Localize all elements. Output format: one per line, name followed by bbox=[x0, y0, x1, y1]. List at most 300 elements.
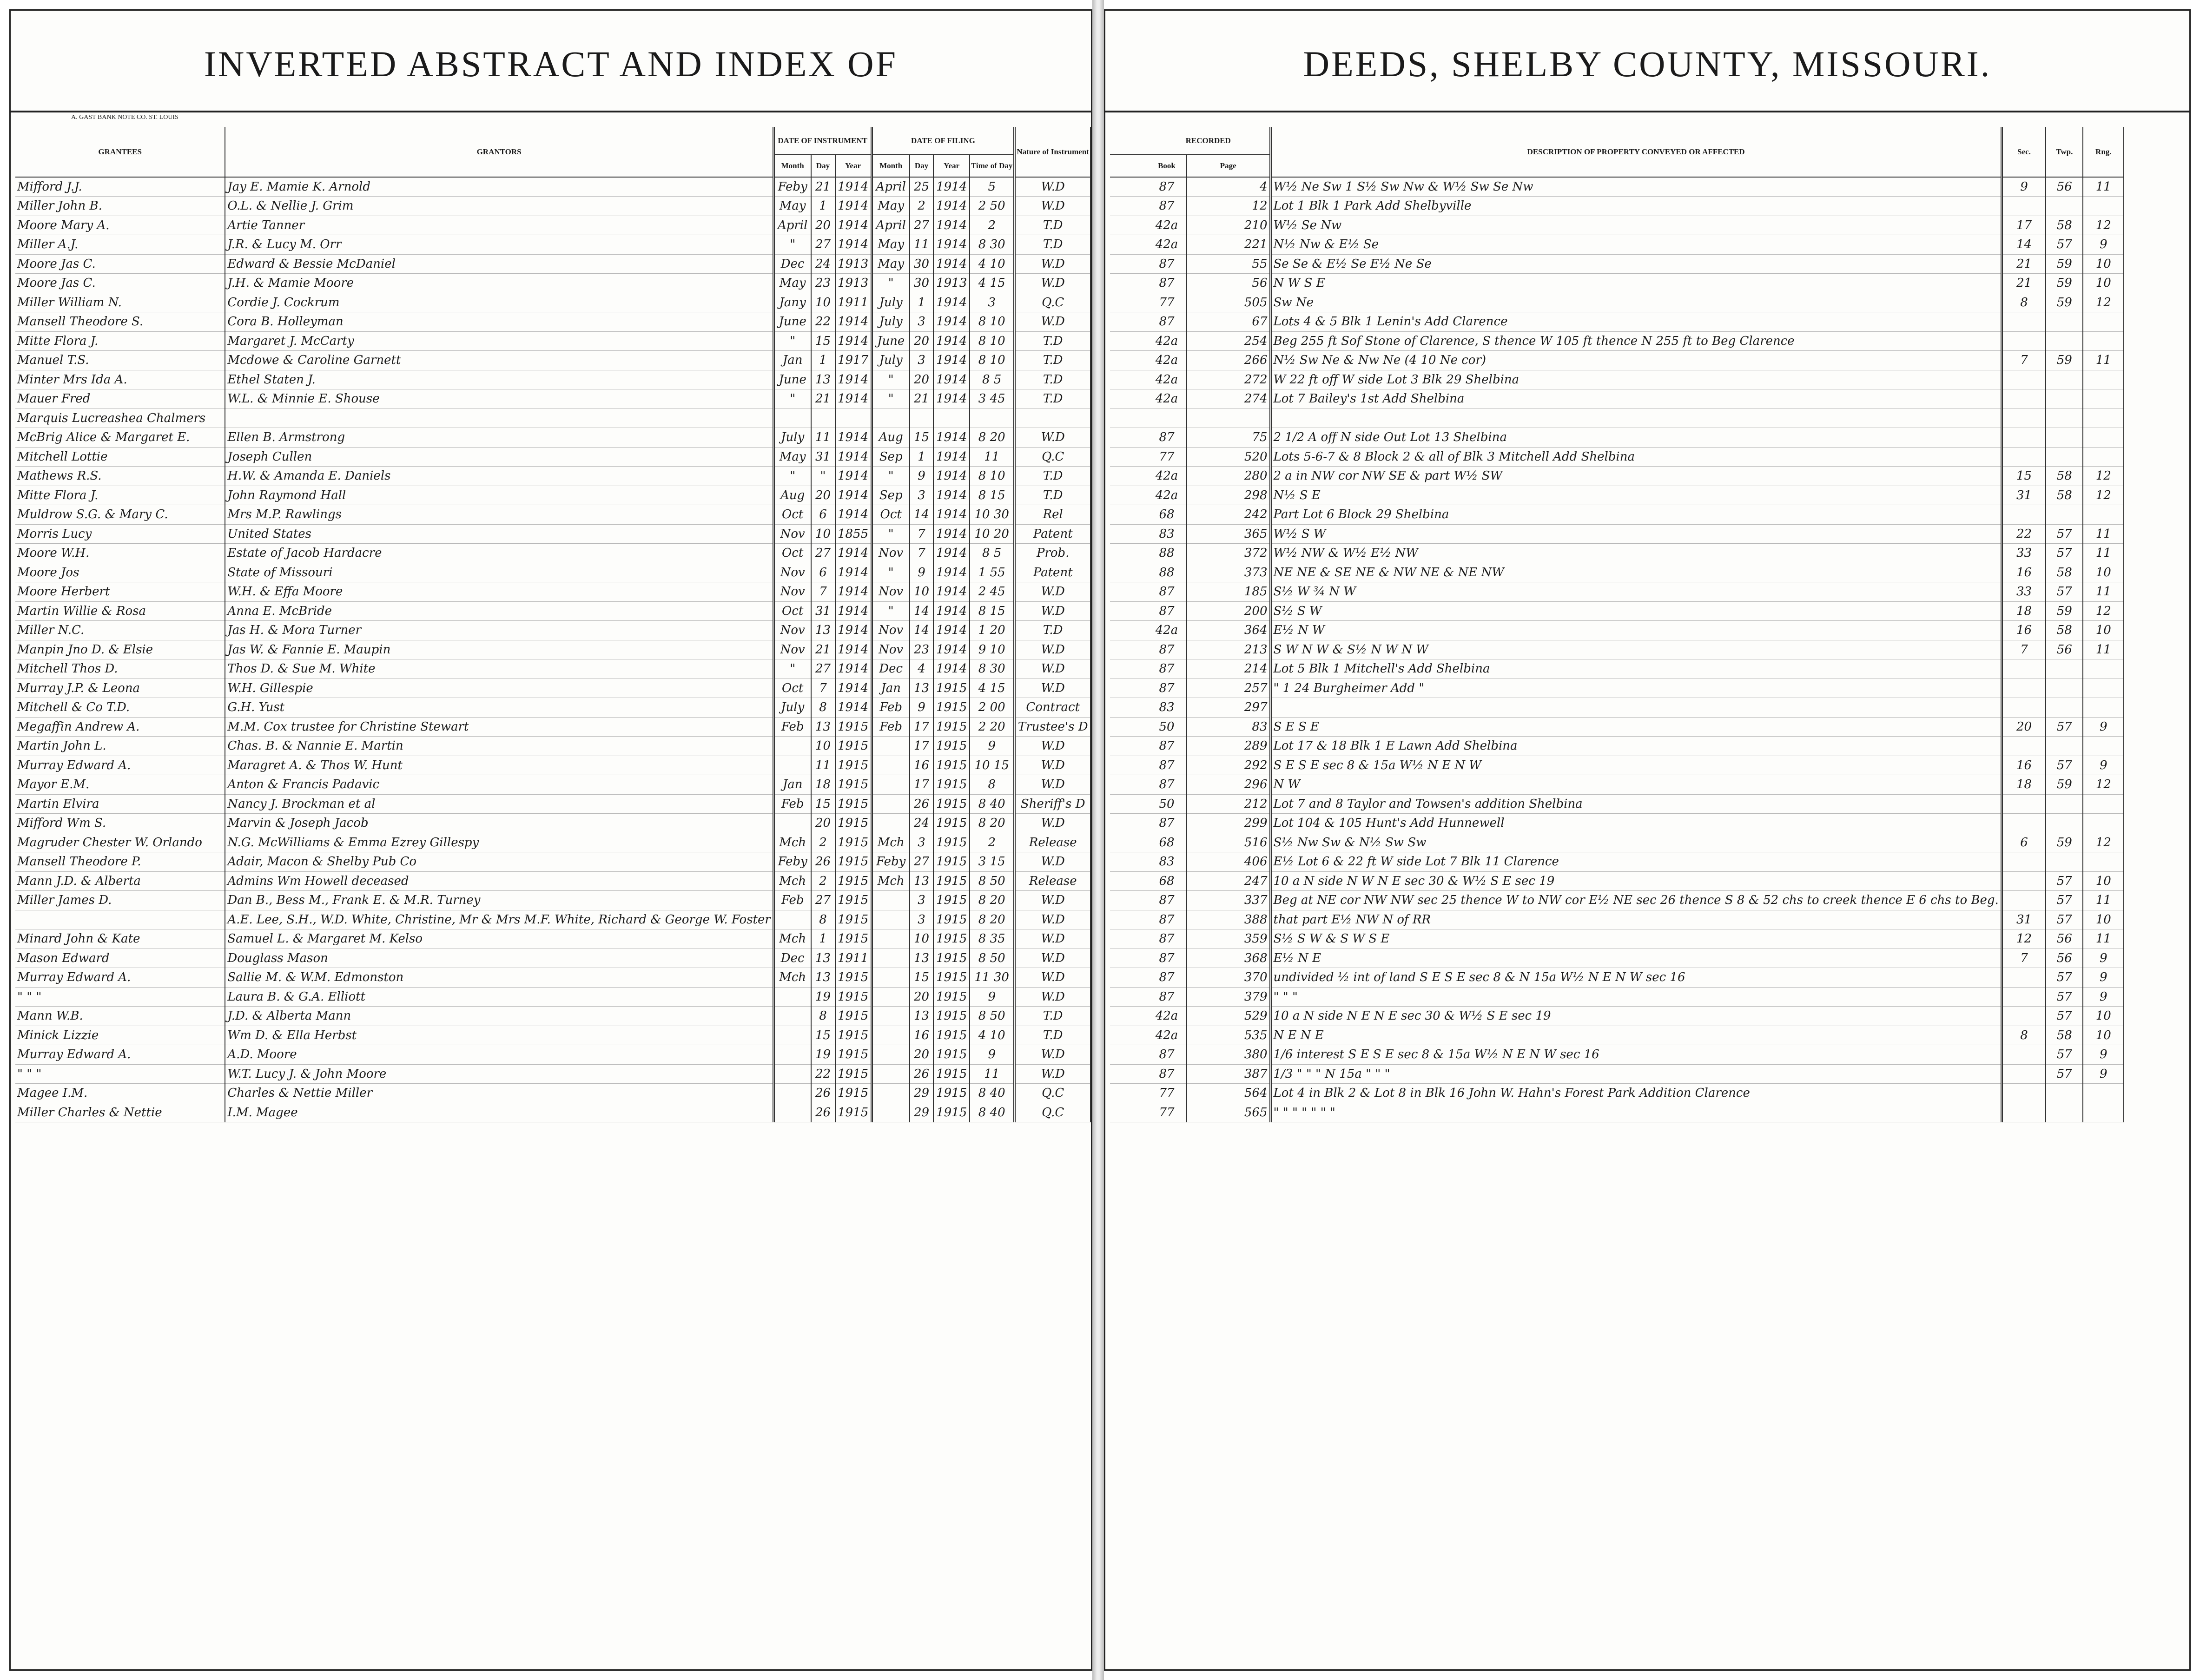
filing-month-cell bbox=[872, 929, 910, 949]
instrument-year-cell: 1914 bbox=[835, 177, 872, 197]
twp-cell bbox=[2046, 389, 2083, 409]
spacer-cell bbox=[1110, 331, 1147, 351]
filing-year-cell: 1914 bbox=[933, 293, 970, 312]
instrument-day-cell: 22 bbox=[811, 1064, 835, 1084]
instrument-month-cell: Mch bbox=[773, 871, 811, 891]
instrument-year-cell: 1914 bbox=[835, 389, 872, 409]
filing-year-cell: 1915 bbox=[933, 698, 970, 718]
spacer-cell bbox=[1110, 968, 1147, 988]
ledger-row bbox=[1110, 852, 2124, 872]
ledger-row bbox=[15, 621, 1090, 640]
nature-cell: Release bbox=[1015, 833, 1090, 852]
nature-cell: W.D bbox=[1015, 601, 1090, 621]
instrument-month-cell: Feby bbox=[773, 852, 811, 872]
spacer-cell bbox=[1110, 775, 1147, 795]
description-cell: NE NE & SE NE & NW NE & NE NW bbox=[1270, 563, 2002, 582]
spacer-cell bbox=[1110, 293, 1147, 312]
filing-year-cell: 1914 bbox=[933, 524, 970, 544]
filing-time-cell: 8 35 bbox=[970, 929, 1015, 949]
ledger-row bbox=[1110, 794, 2124, 814]
header-sec: Sec. bbox=[2002, 127, 2046, 177]
instrument-day-cell: 11 bbox=[811, 428, 835, 448]
instrument-month-cell: May bbox=[773, 197, 811, 216]
spacer-cell bbox=[1110, 737, 1147, 756]
twp-cell: 59 bbox=[2046, 351, 2083, 370]
ledger-row bbox=[1110, 197, 2124, 216]
grantor-cell: Artie Tanner bbox=[225, 216, 773, 235]
grantee-cell: Martin Elvira bbox=[15, 794, 225, 814]
twp-cell: 58 bbox=[2046, 1026, 2083, 1045]
instrument-day-cell: 15 bbox=[811, 1026, 835, 1045]
book-cell: 50 bbox=[1147, 794, 1187, 814]
filing-month-cell bbox=[872, 1026, 910, 1045]
sec-cell: 17 bbox=[2002, 216, 2046, 235]
rng-cell: 11 bbox=[2083, 582, 2124, 602]
twp-cell: 57 bbox=[2046, 1007, 2083, 1026]
ledger-row bbox=[1110, 891, 2124, 910]
description-cell: Sw Ne bbox=[1270, 293, 2002, 312]
sec-cell bbox=[2002, 312, 2046, 332]
description-cell: N W S E bbox=[1270, 274, 2002, 293]
ledger-row bbox=[15, 1064, 1090, 1084]
filing-day-cell: 11 bbox=[910, 235, 934, 255]
grantor-cell: O.L. & Nellie J. Grim bbox=[225, 197, 773, 216]
grantor-cell: A.E. Lee, S.H., W.D. White, Christine, Mr & Mrs M.F. White, Richard & George W. Foster bbox=[225, 910, 773, 929]
book-cell: 87 bbox=[1147, 775, 1187, 795]
grantor-cell: W.T. Lucy J. & John Moore bbox=[225, 1064, 773, 1084]
book-cell: 87 bbox=[1147, 910, 1187, 929]
twp-cell: 56 bbox=[2046, 177, 2083, 197]
ledger-row bbox=[1110, 910, 2124, 929]
grantor-cell: Jas H. & Mora Turner bbox=[225, 621, 773, 640]
filing-day-cell: 15 bbox=[910, 968, 934, 988]
filing-time-cell bbox=[970, 408, 1015, 428]
instrument-year-cell: 1915 bbox=[835, 1007, 872, 1026]
sec-cell bbox=[2002, 1064, 2046, 1084]
filing-day-cell: 16 bbox=[910, 756, 934, 775]
page-cell: 406 bbox=[1187, 852, 1270, 872]
rng-cell: 11 bbox=[2083, 524, 2124, 544]
description-cell: E½ Lot 6 & 22 ft W side Lot 7 Blk 11 Clarence bbox=[1270, 852, 2002, 872]
filing-year-cell: 1915 bbox=[933, 814, 970, 833]
rng-cell: 10 bbox=[2083, 621, 2124, 640]
filing-time-cell: 3 45 bbox=[970, 389, 1015, 409]
filing-month-cell: " bbox=[872, 370, 910, 389]
instrument-month-cell: May bbox=[773, 447, 811, 467]
twp-cell: 57 bbox=[2046, 1064, 2083, 1084]
ledger-row bbox=[15, 871, 1090, 891]
description-cell: W½ Ne Sw 1 S½ Sw Nw & W½ Sw Se Nw bbox=[1270, 177, 2002, 197]
ledger-row bbox=[15, 582, 1090, 602]
grantor-cell: Mrs M.P. Rawlings bbox=[225, 505, 773, 525]
rng-cell: 10 bbox=[2083, 274, 2124, 293]
rng-cell bbox=[2083, 389, 2124, 409]
instrument-month-cell bbox=[773, 408, 811, 428]
filing-time-cell: 8 15 bbox=[970, 486, 1015, 505]
description-cell: Se Se & E½ Se E½ Ne Se bbox=[1270, 254, 2002, 274]
book-cell: 87 bbox=[1147, 312, 1187, 332]
filing-day-cell: 7 bbox=[910, 524, 934, 544]
grantee-cell: Mifford J.J. bbox=[15, 177, 225, 197]
nature-cell: W.D bbox=[1015, 254, 1090, 274]
nature-cell: Patent bbox=[1015, 524, 1090, 544]
grantee-cell: Megaffin Andrew A. bbox=[15, 717, 225, 737]
grantee-cell: Manpin Jno D. & Elsie bbox=[15, 640, 225, 659]
instrument-month-cell: Mch bbox=[773, 968, 811, 988]
ledger-row bbox=[1110, 351, 2124, 370]
filing-year-cell: 1915 bbox=[933, 756, 970, 775]
filing-time-cell: 4 10 bbox=[970, 1026, 1015, 1045]
nature-cell: T.D bbox=[1015, 486, 1090, 505]
filing-month-cell bbox=[872, 910, 910, 929]
rng-cell: 9 bbox=[2083, 968, 2124, 988]
description-cell: N½ Nw & E½ Se bbox=[1270, 235, 2002, 255]
ledger-row bbox=[1110, 486, 2124, 505]
grantee-cell: Moore Mary A. bbox=[15, 216, 225, 235]
instrument-year-cell: 1914 bbox=[835, 370, 872, 389]
sec-cell bbox=[2002, 852, 2046, 872]
grantor-cell: Jay E. Mamie K. Arnold bbox=[225, 177, 773, 197]
nature-cell: W.D bbox=[1015, 756, 1090, 775]
spacer-cell bbox=[1110, 794, 1147, 814]
grantee-cell: Minter Mrs Ida A. bbox=[15, 370, 225, 389]
book-cell: 87 bbox=[1147, 582, 1187, 602]
spacer-cell bbox=[1110, 698, 1147, 718]
rng-cell bbox=[2083, 428, 2124, 448]
twp-cell: 59 bbox=[2046, 274, 2083, 293]
page-cell: 373 bbox=[1187, 563, 1270, 582]
filing-month-cell: June bbox=[872, 331, 910, 351]
grantee-cell: Moore Jas C. bbox=[15, 274, 225, 293]
grantor-cell: Ellen B. Armstrong bbox=[225, 428, 773, 448]
grantor-cell: John Raymond Hall bbox=[225, 486, 773, 505]
description-cell: 1/6 interest S E S E sec 8 & 15a W½ N E N W sec 16 bbox=[1270, 1045, 2002, 1065]
ledger-row bbox=[1110, 929, 2124, 949]
header-book: Book bbox=[1147, 155, 1187, 177]
instrument-year-cell: 1914 bbox=[835, 621, 872, 640]
twp-cell: 57 bbox=[2046, 968, 2083, 988]
filing-time-cell: 2 20 bbox=[970, 717, 1015, 737]
right-spacer-2 bbox=[1110, 155, 1147, 177]
instrument-month-cell bbox=[773, 1084, 811, 1103]
filing-day-cell: 13 bbox=[910, 949, 934, 968]
filing-day-cell: 27 bbox=[910, 852, 934, 872]
ledger-row bbox=[15, 177, 1090, 197]
description-cell: Lots 4 & 5 Blk 1 Lenin's Add Clarence bbox=[1270, 312, 2002, 332]
ledger-row bbox=[15, 216, 1090, 235]
filing-month-cell: Feb bbox=[872, 717, 910, 737]
filing-time-cell: 8 40 bbox=[970, 1103, 1015, 1122]
spacer-cell bbox=[1110, 987, 1147, 1007]
filing-month-cell bbox=[872, 891, 910, 910]
grantee-cell: Mayor E.M. bbox=[15, 775, 225, 795]
instrument-year-cell: 1914 bbox=[835, 486, 872, 505]
instrument-month-cell bbox=[773, 1064, 811, 1084]
nature-cell: W.D bbox=[1015, 312, 1090, 332]
nature-cell: W.D bbox=[1015, 814, 1090, 833]
instrument-day-cell: 10 bbox=[811, 293, 835, 312]
header-rng: Rng. bbox=[2083, 127, 2124, 177]
description-cell: S½ W ¾ N W bbox=[1270, 582, 2002, 602]
filing-time-cell: 1 55 bbox=[970, 563, 1015, 582]
instrument-year-cell: 1915 bbox=[835, 852, 872, 872]
header-grantees: GRANTEES bbox=[15, 127, 225, 177]
page-cell: 380 bbox=[1187, 1045, 1270, 1065]
grantor-cell: A.D. Moore bbox=[225, 1045, 773, 1065]
filing-month-cell bbox=[872, 794, 910, 814]
filing-time-cell: 8 20 bbox=[970, 428, 1015, 448]
book-cell: 42a bbox=[1147, 389, 1187, 409]
filing-year-cell: 1914 bbox=[933, 428, 970, 448]
filing-month-cell: Nov bbox=[872, 640, 910, 659]
page-cell: 388 bbox=[1187, 910, 1270, 929]
grantor-cell: N.G. McWilliams & Emma Ezrey Gillespy bbox=[225, 833, 773, 852]
filing-month-cell bbox=[872, 1084, 910, 1103]
header-description: DESCRIPTION OF PROPERTY CONVEYED OR AFFECTED bbox=[1270, 127, 2002, 177]
page-cell: 4 bbox=[1187, 177, 1270, 197]
filing-year-cell: 1915 bbox=[933, 679, 970, 698]
filing-time-cell: 8 bbox=[970, 775, 1015, 795]
spacer-cell bbox=[1110, 621, 1147, 640]
filing-year-cell: 1914 bbox=[933, 312, 970, 332]
filing-day-cell: 26 bbox=[910, 794, 934, 814]
rng-cell: 10 bbox=[2083, 1007, 2124, 1026]
instrument-day-cell: 24 bbox=[811, 254, 835, 274]
twp-cell bbox=[2046, 659, 2083, 679]
filing-time-cell: 10 20 bbox=[970, 524, 1015, 544]
description-cell: S E S E sec 8 & 15a W½ N E N W bbox=[1270, 756, 2002, 775]
grantee-cell: Mason Edward bbox=[15, 949, 225, 968]
filing-year-cell: 1915 bbox=[933, 833, 970, 852]
description-cell: Lots 5-6-7 & 8 Block 2 & all of Blk 3 Mitchell Add Shelbina bbox=[1270, 447, 2002, 467]
description-cell: E½ N E bbox=[1270, 949, 2002, 968]
spacer-cell bbox=[1110, 640, 1147, 659]
instrument-day-cell: 19 bbox=[811, 1045, 835, 1065]
instrument-day-cell: 21 bbox=[811, 389, 835, 409]
instrument-year-cell: 1914 bbox=[835, 235, 872, 255]
instrument-month-cell: " bbox=[773, 467, 811, 486]
filing-day-cell: 21 bbox=[910, 389, 934, 409]
ledger-row bbox=[1110, 987, 2124, 1007]
description-cell: Lot 104 & 105 Hunt's Add Hunnewell bbox=[1270, 814, 2002, 833]
sec-cell bbox=[2002, 1007, 2046, 1026]
description-cell bbox=[1270, 698, 2002, 718]
book-cell: 87 bbox=[1147, 428, 1187, 448]
instrument-day-cell: 20 bbox=[811, 216, 835, 235]
filing-day-cell: 25 bbox=[910, 177, 934, 197]
book-cell: 87 bbox=[1147, 254, 1187, 274]
spacer-cell bbox=[1110, 216, 1147, 235]
description-cell: " " " bbox=[1270, 987, 2002, 1007]
filing-year-cell: 1914 bbox=[933, 544, 970, 563]
grantee-cell: McBrig Alice & Margaret E. bbox=[15, 428, 225, 448]
filing-time-cell: 8 40 bbox=[970, 1084, 1015, 1103]
grantor-cell: State of Missouri bbox=[225, 563, 773, 582]
sec-cell: 18 bbox=[2002, 601, 2046, 621]
instrument-day-cell: 27 bbox=[811, 891, 835, 910]
filing-month-cell bbox=[872, 408, 910, 428]
grantor-cell: M.M. Cox trustee for Christine Stewart bbox=[225, 717, 773, 737]
filing-day-cell: 10 bbox=[910, 582, 934, 602]
instrument-day-cell: 13 bbox=[811, 370, 835, 389]
grantee-cell: Mitte Flora J. bbox=[15, 331, 225, 351]
filing-month-cell: " bbox=[872, 274, 910, 293]
rng-cell: 11 bbox=[2083, 351, 2124, 370]
filing-day-cell: 23 bbox=[910, 640, 934, 659]
ledger-row bbox=[15, 949, 1090, 968]
rng-cell bbox=[2083, 679, 2124, 698]
ledger-row bbox=[15, 891, 1090, 910]
filing-day-cell: 20 bbox=[910, 370, 934, 389]
page-cell: 254 bbox=[1187, 331, 1270, 351]
ledger-row bbox=[15, 370, 1090, 389]
description-cell: N½ S E bbox=[1270, 486, 2002, 505]
rng-cell bbox=[2083, 197, 2124, 216]
twp-cell bbox=[2046, 428, 2083, 448]
filing-time-cell: 1 20 bbox=[970, 621, 1015, 640]
instrument-day-cell: 7 bbox=[811, 679, 835, 698]
instrument-day-cell: 8 bbox=[811, 910, 835, 929]
spacer-cell bbox=[1110, 544, 1147, 563]
grantor-cell: Charles & Nettie Miller bbox=[225, 1084, 773, 1103]
filing-day-cell: 3 bbox=[910, 312, 934, 332]
page-cell: 564 bbox=[1187, 1084, 1270, 1103]
grantor-cell: Cora B. Holleyman bbox=[225, 312, 773, 332]
instrument-month-cell: July bbox=[773, 698, 811, 718]
nature-cell: W.D bbox=[1015, 274, 1090, 293]
filing-year-cell: 1914 bbox=[933, 563, 970, 582]
sec-cell bbox=[2002, 659, 2046, 679]
filing-year-cell: 1914 bbox=[933, 621, 970, 640]
book-cell: 87 bbox=[1147, 659, 1187, 679]
filing-month-cell: Feb bbox=[872, 698, 910, 718]
description-cell: 10 a N side N E N E sec 30 & W½ S E sec 19 bbox=[1270, 1007, 2002, 1026]
book-cell: 42a bbox=[1147, 351, 1187, 370]
page-cell: 359 bbox=[1187, 929, 1270, 949]
instrument-year-cell: 1915 bbox=[835, 871, 872, 891]
instrument-month-cell: June bbox=[773, 370, 811, 389]
instrument-day-cell: 2 bbox=[811, 871, 835, 891]
description-cell: Part Lot 6 Block 29 Shelbina bbox=[1270, 505, 2002, 525]
sec-cell bbox=[2002, 871, 2046, 891]
header-filing-month: Month bbox=[872, 155, 910, 177]
filing-year-cell: 1914 bbox=[933, 467, 970, 486]
ledger-row bbox=[1110, 235, 2124, 255]
sec-cell: 7 bbox=[2002, 949, 2046, 968]
nature-cell: Contract bbox=[1015, 698, 1090, 718]
ledger-row bbox=[1110, 775, 2124, 795]
instrument-month-cell: Nov bbox=[773, 563, 811, 582]
rng-cell: 10 bbox=[2083, 1026, 2124, 1045]
filing-day-cell: 20 bbox=[910, 331, 934, 351]
rng-cell bbox=[2083, 814, 2124, 833]
page-cell: 365 bbox=[1187, 524, 1270, 544]
nature-cell: Prob. bbox=[1015, 544, 1090, 563]
instrument-day-cell: 10 bbox=[811, 737, 835, 756]
filing-year-cell: 1915 bbox=[933, 987, 970, 1007]
filing-day-cell: 13 bbox=[910, 1007, 934, 1026]
book-cell: 87 bbox=[1147, 949, 1187, 968]
description-cell: 2 a in NW cor NW SE & part W½ SW bbox=[1270, 467, 2002, 486]
grantee-cell: Marquis Lucreashea Chalmers bbox=[15, 408, 225, 428]
filing-year-cell: 1913 bbox=[933, 274, 970, 293]
left-page-title: INVERTED ABSTRACT AND INDEX OF bbox=[204, 44, 898, 84]
filing-month-cell: Nov bbox=[872, 621, 910, 640]
sec-cell: 21 bbox=[2002, 254, 2046, 274]
page-cell: 212 bbox=[1187, 794, 1270, 814]
header-nature: Nature of Instrument bbox=[1015, 127, 1090, 177]
book-cell: 42a bbox=[1147, 331, 1187, 351]
instrument-month-cell bbox=[773, 1103, 811, 1122]
instrument-day-cell: 1 bbox=[811, 929, 835, 949]
page-cell: 210 bbox=[1187, 216, 1270, 235]
book-cell: 42a bbox=[1147, 621, 1187, 640]
filing-day-cell: 24 bbox=[910, 814, 934, 833]
filing-year-cell: 1915 bbox=[933, 717, 970, 737]
ledger-row bbox=[15, 389, 1090, 409]
grantor-cell: Cordie J. Cockrum bbox=[225, 293, 773, 312]
grantor-cell: Adair, Macon & Shelby Pub Co bbox=[225, 852, 773, 872]
twp-cell bbox=[2046, 447, 2083, 467]
ledger-row bbox=[1110, 312, 2124, 332]
ledger-row bbox=[1110, 524, 2124, 544]
sec-cell bbox=[2002, 679, 2046, 698]
instrument-day-cell: 10 bbox=[811, 524, 835, 544]
rng-cell bbox=[2083, 505, 2124, 525]
book-cell: 77 bbox=[1147, 1103, 1187, 1122]
instrument-year-cell: 1914 bbox=[835, 659, 872, 679]
nature-cell: Rel bbox=[1015, 505, 1090, 525]
instrument-month-cell: Feb bbox=[773, 794, 811, 814]
description-cell: N W bbox=[1270, 775, 2002, 795]
sec-cell bbox=[2002, 389, 2046, 409]
filing-month-cell bbox=[872, 1064, 910, 1084]
filing-month-cell: May bbox=[872, 254, 910, 274]
filing-day-cell: 9 bbox=[910, 563, 934, 582]
instrument-day-cell: 27 bbox=[811, 544, 835, 563]
twp-cell: 57 bbox=[2046, 235, 2083, 255]
instrument-year-cell bbox=[835, 408, 872, 428]
ledger-row bbox=[1110, 293, 2124, 312]
instrument-year-cell: 1914 bbox=[835, 312, 872, 332]
book-cell: 50 bbox=[1147, 717, 1187, 737]
sec-cell bbox=[2002, 891, 2046, 910]
ledger-row bbox=[15, 698, 1090, 718]
instrument-day-cell: 21 bbox=[811, 640, 835, 659]
instrument-month-cell bbox=[773, 987, 811, 1007]
right-ledger-page bbox=[1104, 9, 2191, 1671]
nature-cell: T.D bbox=[1015, 351, 1090, 370]
grantee-cell: Mansell Theodore P. bbox=[15, 852, 225, 872]
header-grantors: GRANTORS bbox=[225, 127, 773, 177]
ledger-row bbox=[15, 447, 1090, 467]
instrument-month-cell bbox=[773, 1007, 811, 1026]
filing-time-cell: 8 10 bbox=[970, 467, 1015, 486]
filing-year-cell: 1915 bbox=[933, 949, 970, 968]
spacer-cell bbox=[1110, 408, 1147, 428]
filing-year-cell: 1915 bbox=[933, 737, 970, 756]
header-twp: Twp. bbox=[2046, 127, 2083, 177]
ledger-row bbox=[15, 524, 1090, 544]
filing-day-cell: 1 bbox=[910, 447, 934, 467]
ledger-row bbox=[15, 640, 1090, 659]
spacer-cell bbox=[1110, 1007, 1147, 1026]
ledger-row bbox=[1110, 640, 2124, 659]
filing-month-cell: Feby bbox=[872, 852, 910, 872]
ledger-row bbox=[1110, 177, 2124, 197]
filing-day-cell: 27 bbox=[910, 216, 934, 235]
page-cell: 535 bbox=[1187, 1026, 1270, 1045]
